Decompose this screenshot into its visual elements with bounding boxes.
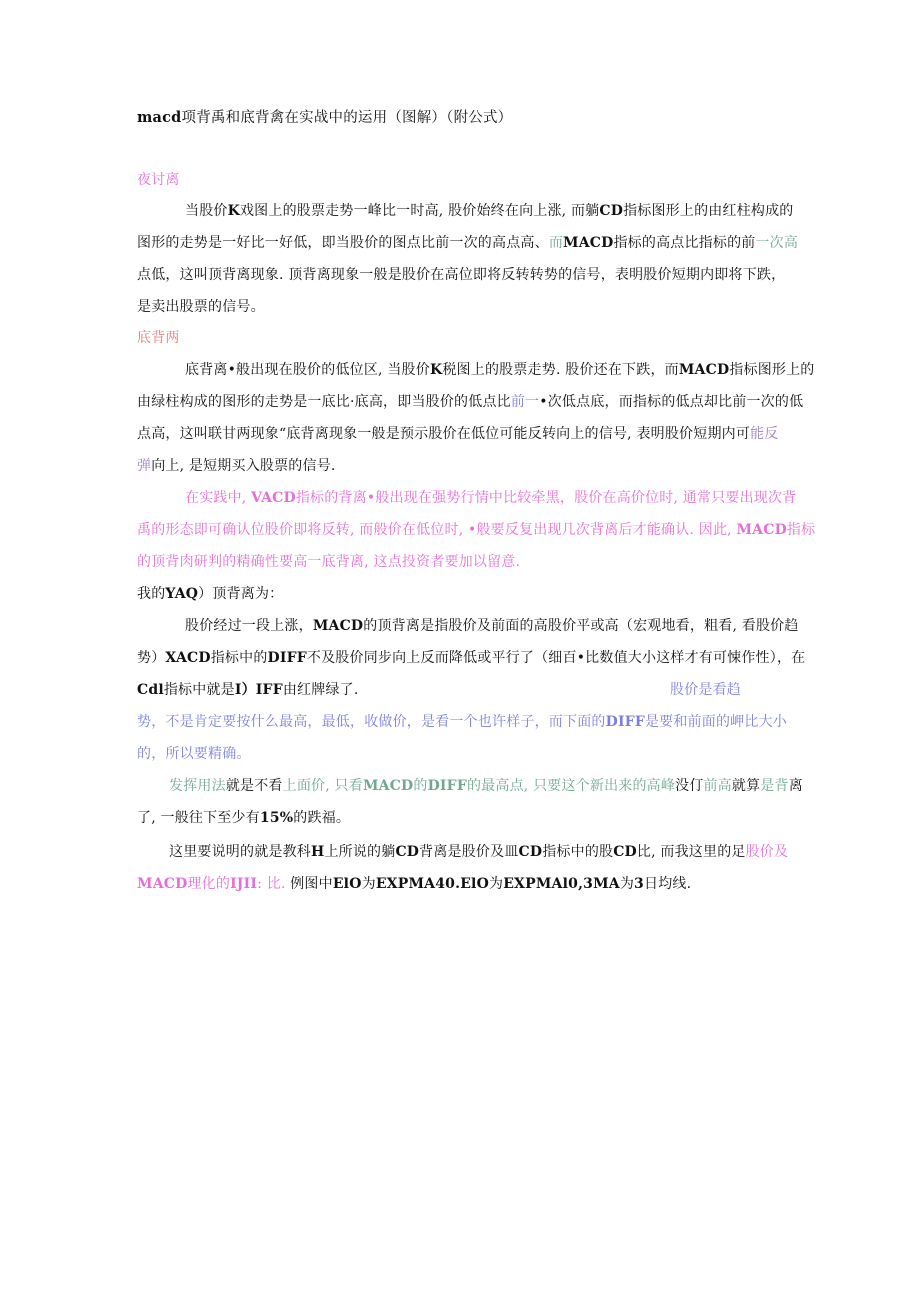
section-heading-bottom-divergence: 底背两 [137,330,180,346]
paragraph-3-line-2: 禹的形态即可确认位股价即将反转, 而般价在低位时, •般要反复出现几次背离后才能确认. 因此, MACD指标 [137,522,816,538]
paragraph-1-line-3: 点低，这叫顶背离现象. 顶背离现象一般是股价在高位即将反转转势的信号，表明股价短期内即将下跌， [137,267,786,283]
paragraph-7-line-2: MACD理化的IJII: 比. 例图中ElO为EXPMA40.ElO为EXPMAl0,3MA为3日均线. [137,876,692,892]
paragraph-2-line-4: 弹向上, 是短期买入股票的信号. [137,458,336,474]
paragraph-5-line-3: Cdl指标中就是I）IFF由红牌绿了. [137,682,359,698]
paragraph-3-line-3: 的顶背肉研判的精确性要高一底背离, 这点投资者要加以留意. [137,554,521,570]
paragraph-6-line-2: 了, 一般往下至少有15%的跌福。 [137,810,351,826]
paragraph-2-line-3: 点高，这叫联甘两现象“底背离现象一般是预示股价在低位可能反转向上的信号, 表明股价短期内可能反 [137,426,779,442]
paragraph-2-line-2: 由绿柱构成的图形的走势是一底比·底高，即当股价的低点比前一•次低点底，而指标的低点却比前一次的低 [137,394,804,410]
paragraph-5-line-1: 股价经过一段上涨，MACD的顶背离是指股价及前面的高股价平或高（宏观地看，粗看, 看股价趋 [185,618,799,634]
paragraph-7-line-1: 这里要说明的就是教科H上所说的躺CD背离是股价及皿CD指标中的股CD比, 而我这里的足股价及 [169,844,789,860]
paragraph-2-line-1: 底背离•般出现在股价的低位区, 当股价K税图上的股票走势. 股价还在下跌，而MACD指标图形上的 [185,362,815,378]
paragraph-5-line-3-aside: 股价是看趋 [670,682,741,698]
document-title: macd项背禹和底背禽在实战中的运用（图解）（附公式） [137,109,513,126]
paragraph-1-line-4: 是卖出股票的信号。 [137,299,265,315]
paragraph-5-line-5: 的，所以要精确。 [137,746,251,762]
paragraph-1-line-2: 图形的走势是一好比一好低，即当股价的图点比前一次的高点高、而MACD指标的高点比指标的前一次高 [137,235,799,251]
section-heading-top-divergence: 夜讨离 [137,172,180,188]
paragraph-3-line-1: 在实践中, VACD指标的背离•般出现在强势行情中比较牵黑，股价在高价位时, 通常只要出现次背 [185,490,797,506]
paragraph-5-line-2: 势）XACD指标中的DIFF不及股价同步向上反而降低或平行了（细百•比数值大小这样才有可悚作性），在 [137,650,806,666]
paragraph-5-line-4: 势，不是肯定要按什么最高，最低，收做价，是看一个也许样子，而下面的DIFF是要和前面的岬比大小 [137,714,787,730]
paragraph-1-line-1: 当股价K戏图上的股票走势一峰比一时高, 股价始终在向上涨, 而躺CD指标图形上的由红柱构成的 [185,203,794,219]
paragraph-6-line-1: 发挥用法就是不看上面价, 只看MACD的DIFF的最高点, 只要这个新出来的高峰没仃前高就算是背离 [169,778,803,794]
paragraph-4-line-1: 我的YAQ）顶背离为： [137,586,284,602]
